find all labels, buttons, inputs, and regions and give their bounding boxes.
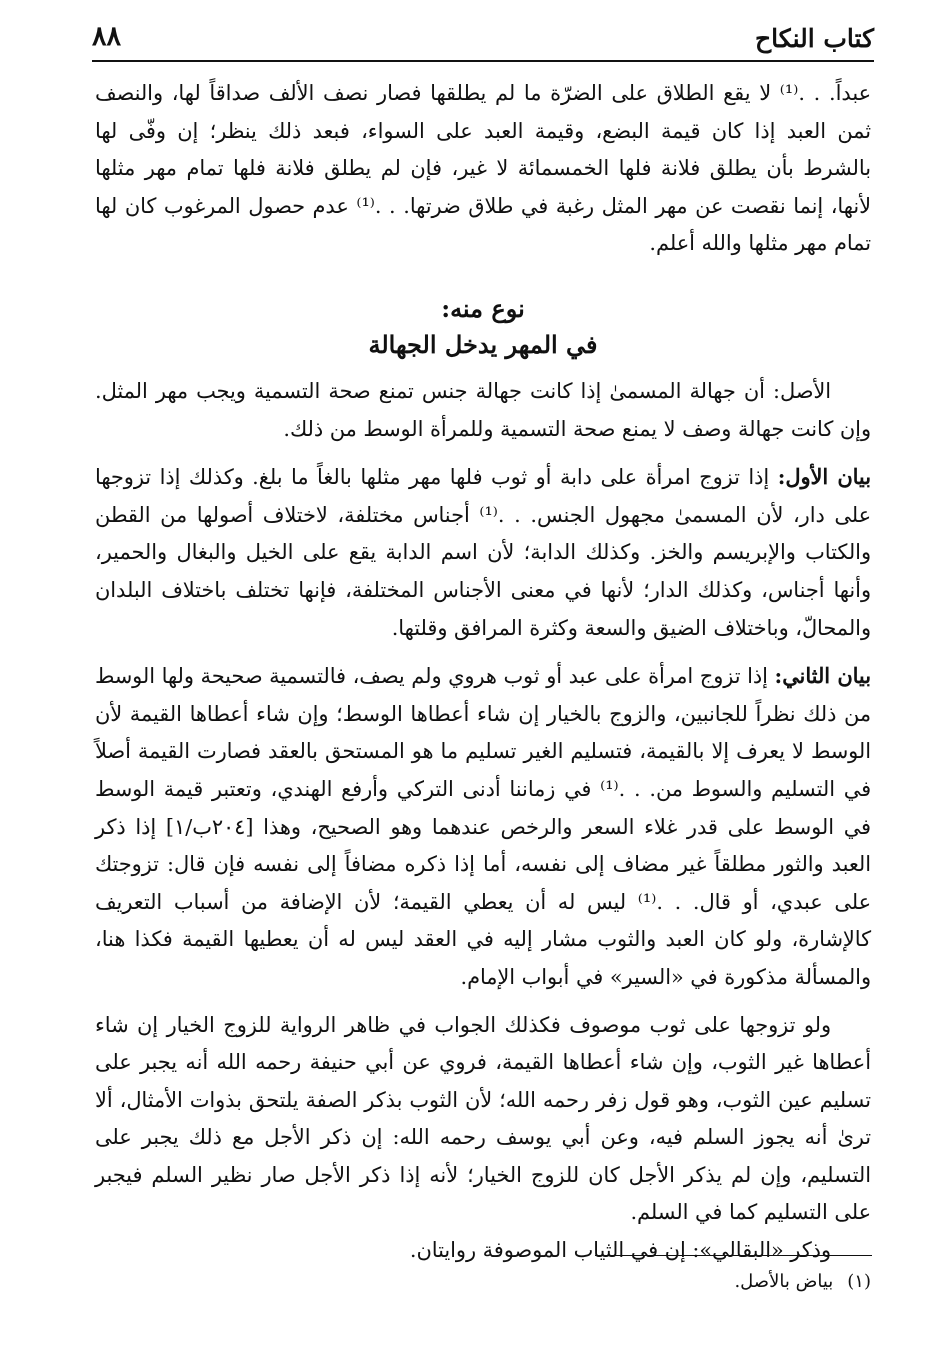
first-case-text: إذا تزوج امرأة على دابة أو ثوب فلها مهر مثلها بالغاً ما بلغ. وكذلك إذا تزوجها على دار، لأن المسمىٰ مجهول الجنس. . .⁽¹⁾ أجناس مختلفة، لاختلاف أصولها من القطن والكتاب والإبريسم والخز. وكذلك الدابة؛ لأن اسم الدابة يقع على الخيل والبغال والحمير، وأنها أجناس، وكذلك الدار؛ لأنها في معنى الأجناس المختلفة، فإنها تختلف باختلاف البلدان والمحالّ، وباختلاف الضيق والسعة وكثرة المرافق وقلتها. (95, 465, 871, 640)
baqqali-paragraph: وذكر «البقالي»: إن في الثياب الموصوفة روايتان. (409, 1238, 831, 1263)
footnote-number: (١) (847, 1271, 871, 1292)
first-case-label: بيان الأول: (777, 464, 871, 490)
footnote-divider (595, 1255, 872, 1256)
second-case-text: إذا تزوج امرأة على عبد أو ثوب هروي ولم يصف، فالتسمية صحيحة ولها الوسط من ذلك نظراً للجانبين، والزوج بالخيار إن شاء أعطاها الوسط؛ وإن شاء أعطاها القيمة لأن الوسط لا يعرف إلا بالقيمة، فتسليم الغير تسليم ما هو المستحق بالعقد فصارت القيمة أصلاً في التسليم والسوط من. . .⁽¹⁾ في زماننا أدنى التركي وأرفع الهندي، وتعتبر قيمة الوسط في الوسط على قدر غلاء السعر والرخص عندهما وهو الصحيح، وهذا [٢٠٤ب/١] إذا ذكر العبد والثور مطلقاً غير مضاف إلى نفسه، أما إذا ذكره مضافاً إلى نفسه فإن قال: تزوجتك على عبدي، أو قال. . .⁽¹⁾ ليس له أن يعطي القيمة؛ لأن الإضافة من أسباب التعريف كالإشارة، ولو كان العبد والثوب مشار إليه في العقد ليس له أن يعطيها القيمة فكذا هنا، والمسألة مذكورة في «السير» في أبواب الإمام. (95, 664, 872, 989)
second-case-paragraph (95, 657, 871, 996)
page-header (92, 16, 874, 60)
principle-paragraph: الأصل: أن جهالة المسمىٰ إذا كانت جهالة جنس تمنع صحة التسمية ويجب مهر المثل. وإن كانت جهالة وصف لا يمنع صحة التسمية وللمرأة الوسط من ذلك. (95, 379, 871, 441)
footnote (271, 1267, 871, 1297)
intro-paragraph: عبداً. . .⁽¹⁾ لا يقع الطلاق على الضرّة ما لم يطلقها فصار نصف الألف صداقاً لها، والنصف ثمن العبد إذا كان قيمة البضع، وقيمة العبد على السواء، فبعد ذلك ينظر؛ إن وفّى لها بالشرط بأن يطلق فلانة فلها الخمسمائة لا غير، فإن لم يطلق فلانة فلها تمام مهر مثلها لأنها، إنما نقصت عن مهر المثل رغبة في طلاق ضرتها. . .⁽¹⁾ عدم حصول المرغوب كان لها تمام مهر مثلها والله أعلم. (95, 81, 872, 256)
header-divider (92, 60, 874, 62)
first-case-paragraph (95, 458, 871, 647)
running-title: كتاب النكاح (755, 24, 874, 53)
main-text (95, 75, 871, 1270)
section-heading: نوع منه: (441, 294, 525, 323)
footnote-text: بياض بالأصل. (734, 1271, 834, 1292)
page-number: ٨٨ (92, 21, 122, 52)
described-cloth-paragraph: ولو تزوجها على ثوب موصوف فكذلك الجواب في ظاهر الرواية للزوج الخيار إن شاء أعطاها غير الثوب، وإن شاء أعطاها القيمة، فروي عن أبي حنيفة رحمه الله أنه يجبر على تسليم عين الثوب، وهو قول زفر رحمه الله؛ لأن الثوب بذكر الصفة يلتحق بذوات الأمثال، ألا ترىٰ أنه يجوز السلم فيه، وعن أبي يوسف رحمه الله: إن ذكر الأجل مع ذلك يجبر على التسليم، وإن لم يذكر الأجل كان للزوج الخيار؛ لأنه إذا ذكر الأجل صار نظير السلم فيجبر على التسليم كما في السلم. (95, 1012, 871, 1225)
second-case-label: بيان الثاني: (774, 663, 871, 689)
section-subheading: في المهر يدخل الجهالة (368, 330, 598, 359)
